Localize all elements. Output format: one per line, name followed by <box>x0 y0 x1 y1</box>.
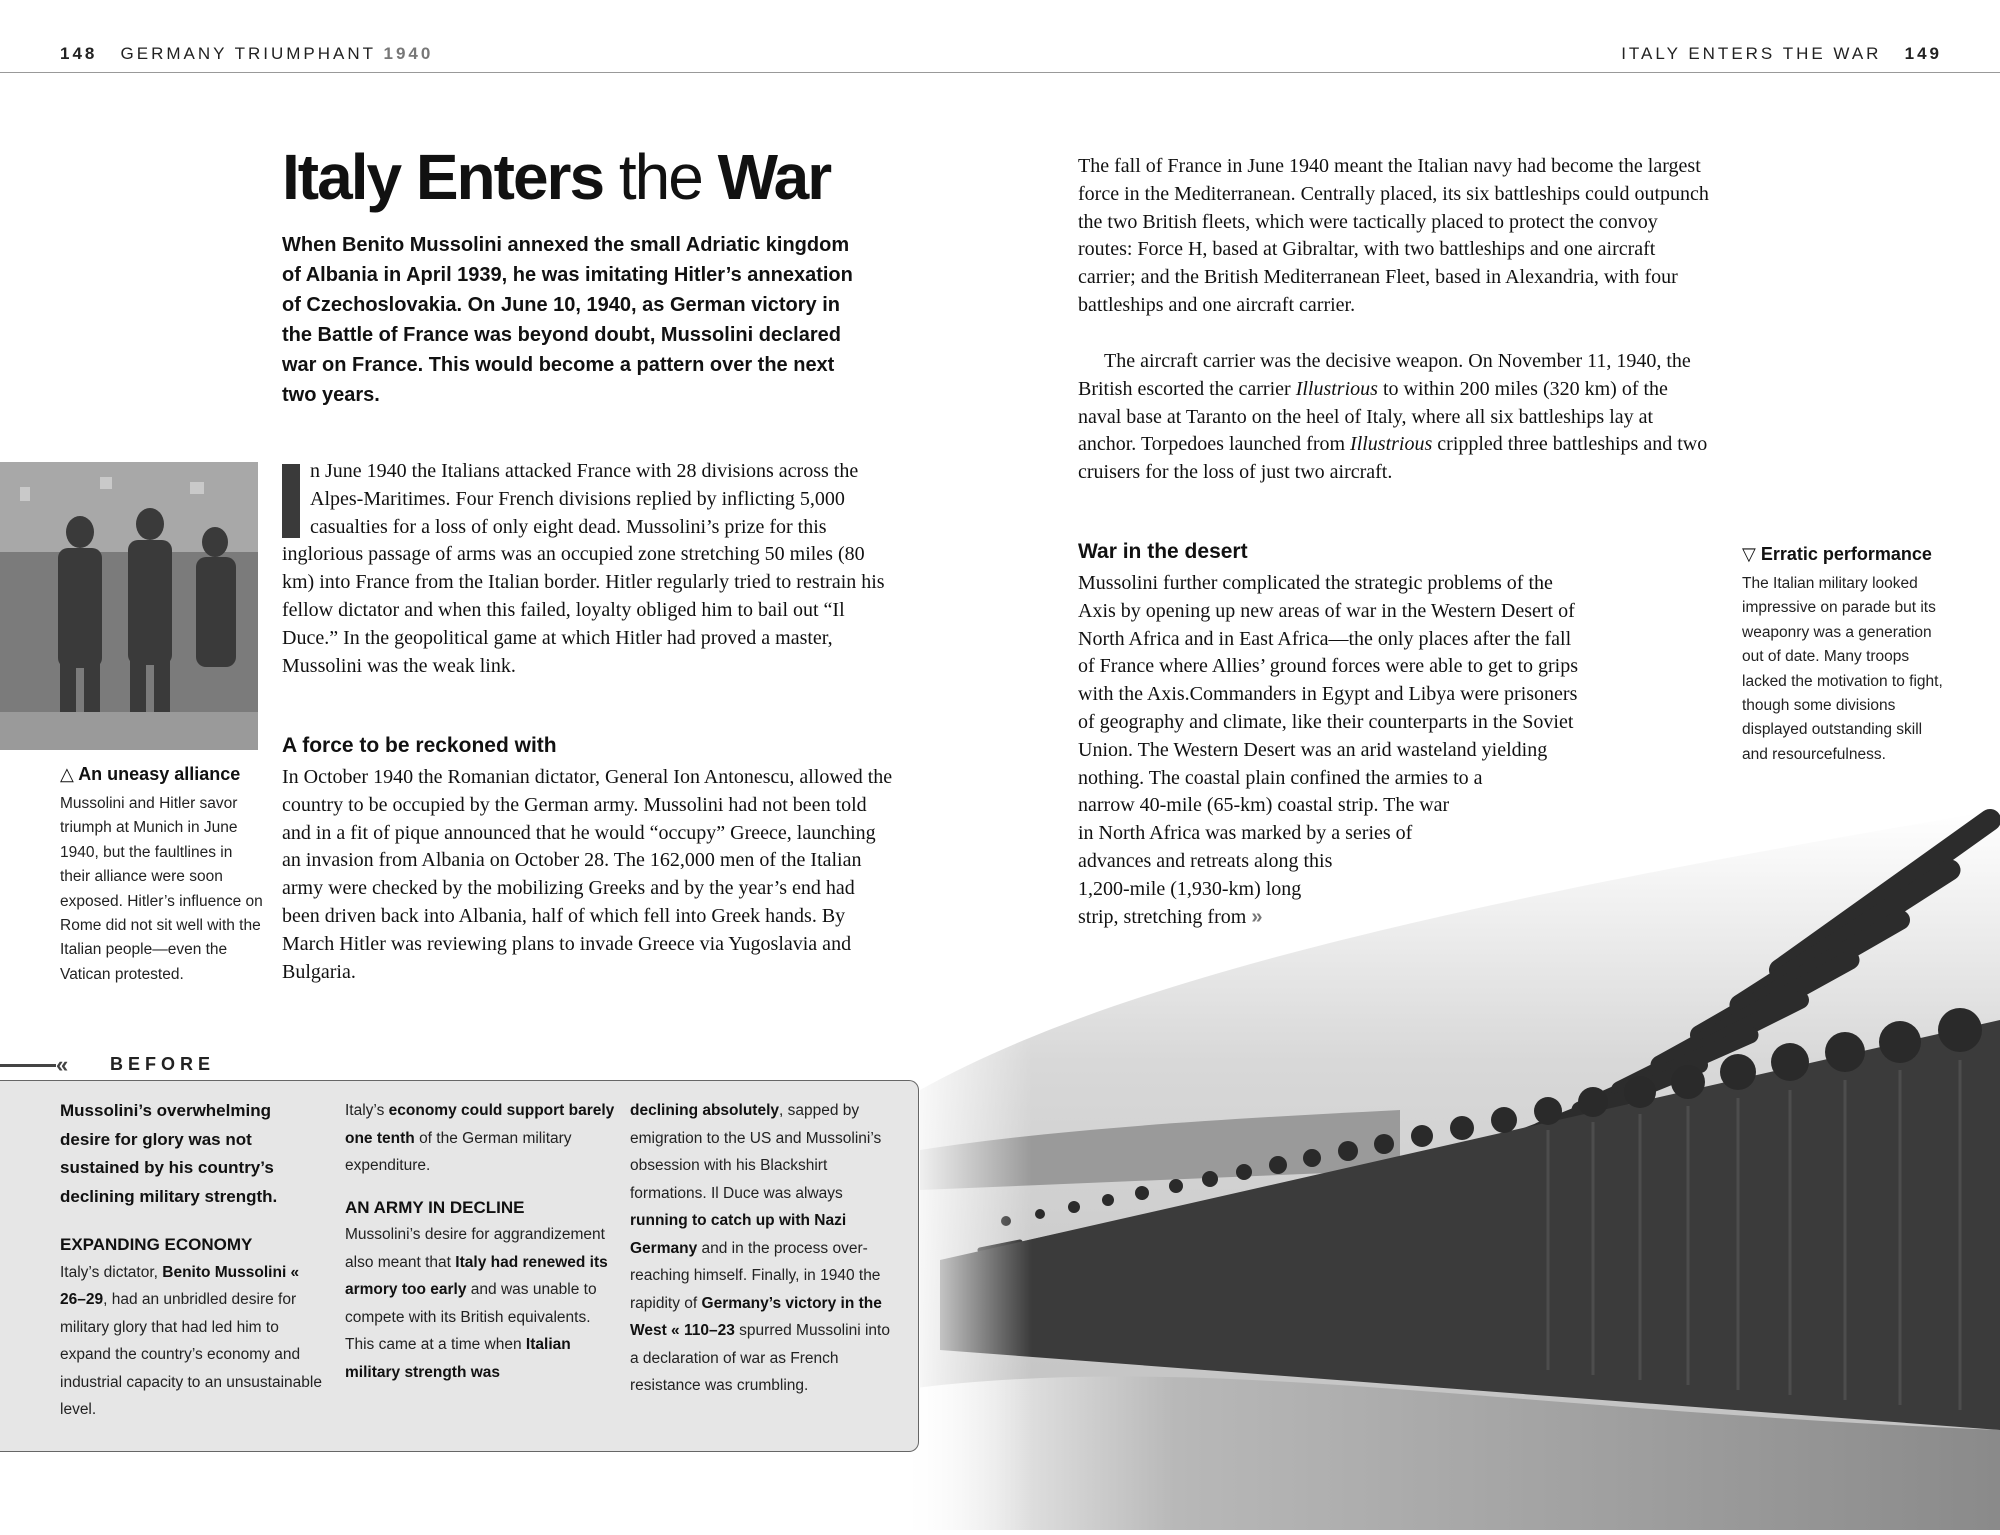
before-text: Italy’s dictator, <box>60 1263 158 1281</box>
para4-b: to within 200 miles (320 km) of the naval base at Taranto on the heel of Italy, where all six battleships lay at anchor. Torpedoes launched from <box>1078 377 1668 456</box>
header-rule <box>0 72 2000 73</box>
para5-line: with the Axis.Commanders in Egypt and Libya were prisoners <box>1078 683 1578 706</box>
before-heading-army: AN ARMY IN DECLINE <box>345 1197 525 1217</box>
before-bar <box>0 1064 56 1067</box>
para5-line: Union. The Western Desert was an arid wasteland yielding <box>1078 738 1548 761</box>
right-section-title: ITALY ENTERS THE WAR <box>1621 44 1882 63</box>
left-caption-text: Mussolini and Hitler savor triumph at Munich in June 1940, but the faultlines in their alliance were soon exposed. Hitler’s influence on Rome did not sit well with the Italian people—even the Vatican protested. <box>60 795 263 983</box>
article-para3: The fall of France in June 1940 meant the Italian navy had become the largest force in the Mediterranean. Centrally placed, its six battleships could outpunch the two British fleets, which were tactically placed to protect the convoy routes: Force H, based at Gibraltar, with two battleships and one aircraft carrier; and the British Mediterranean Fleet, based in Alexandria, with four battleships and one aircraft carrier. <box>1078 155 1709 316</box>
left-page-header <box>60 44 433 64</box>
before-column-1 <box>60 1097 322 1424</box>
before-bold: Italy had renewed its armory too early <box>345 1253 608 1298</box>
left-caption-title <box>60 764 240 785</box>
italian-army-parade-photo <box>900 790 2000 1530</box>
before-bold: Germany’s victory in the West « 110–23 <box>630 1294 882 1339</box>
before-text: Mussolini’s desire for aggrandizement also meant that <box>345 1226 605 1271</box>
para5-line: of geography and climate, like their counterparts in the Soviet <box>1078 710 1574 733</box>
before-text: , had an unbridled desire for military glory that had led him to expand the country’s economy and industrial capacity to an unsustainable level. <box>60 1291 322 1418</box>
right-caption-text: The Italian military looked impressive on parade but its weaponry was a generation out of date. Many troops lacked the motivation to fight, though some divisions displayed outstanding skill and resourcefulness. <box>1742 575 1943 763</box>
before-label-text: BEFORE <box>110 1054 216 1074</box>
before-text: , sapped by emigration to the US and Mussolini’s obsession with his Blackshirt formations. Il Duce was always <box>630 1102 882 1202</box>
before-heading-economy: EXPANDING ECONOMY <box>60 1235 253 1254</box>
title-part2: the <box>618 141 702 213</box>
before-bold: Benito Mussolini « 26–29 <box>60 1263 300 1308</box>
left-page-number: 148 <box>60 44 98 63</box>
right-page-header <box>1621 44 1942 64</box>
article-para1 <box>282 458 894 680</box>
right-caption-heading: Erratic performance <box>1760 544 1932 564</box>
right-page-number: 149 <box>1904 44 1942 63</box>
article-para2: In October 1940 the Romanian dictator, General Ion Antonescu, allowed the country to be occupied by the German army. Mussolini had not been told and in a fit of pique announced that he would “occupy” Greece, launching an invasion from Albania on October 28. The 162,000 men of the Italian army were checked by the mobilizing Greeks and by the year’s end had been driven back into Albania, half of which fell into Greek hands. By March Hitler was reviewing plans to invade Greece via Yugoslavia and Bulgaria. <box>282 766 893 983</box>
para4-a: The aircraft carrier was the decisive weapon. On November 11, 1940, the British escorted the carrier <box>1078 350 1691 400</box>
para4-ship1: Illustrious <box>1295 377 1378 400</box>
before-text: and in the process over-reaching himself. Finally, in 1940 the rapidity of <box>630 1239 881 1312</box>
right-caption-title <box>1742 544 1932 565</box>
left-caption-heading: An uneasy alliance <box>78 764 241 784</box>
article-para4 <box>1078 348 1710 487</box>
title-part1: Italy Enters <box>282 141 604 213</box>
para1-text: n June 1940 the Italians attacked France with 28 divisions across the Alpes-Maritimes. Four French divisions replied by inflicting 5,000 casualties for a loss of only eight dead. Mussolini’s prize for this inglorious passage of arms was an occupied zone stretching 50 miles (80 km) into France from the Italian border. Hitler regularly tried to restrain his fellow dictator and when this failed, loyalty obliged him to bail out “Il Duce.” In the geopolitical game at which Hitler had proved a master, Mussolini was the weak link. <box>282 460 885 677</box>
before-bold: running to catch up with Nazi Germany <box>630 1212 847 1257</box>
before-lead: Mussolini’s overwhelming desire for glory was not sustained by his country’s declining military strength. <box>60 1101 278 1206</box>
before-bold: economy could support barely one tenth <box>345 1102 615 1147</box>
before-section-label <box>0 1053 250 1077</box>
para5-line: Mussolini further complicated the strategic problems of the <box>1078 572 1553 594</box>
dropcap-I <box>282 464 300 538</box>
left-section-year: 1940 <box>383 44 434 63</box>
before-bold: Italian military strength was <box>345 1336 571 1381</box>
triangle-up-icon: △ <box>60 764 74 784</box>
para5-line: North Africa and in East Africa—the only places after the fall <box>1078 627 1572 650</box>
before-bold: declining absolutely <box>630 1102 779 1119</box>
subhead-desert: War in the desert <box>1078 540 1248 563</box>
title-part3: War <box>717 141 831 213</box>
para5-line: nothing. The coastal plain confined the armies to a <box>1078 766 1483 789</box>
left-section-title: GERMANY TRIUMPHANT <box>120 44 376 63</box>
before-text: spurred Mussolini into a declaration of war as French resistance was crumbling. <box>630 1322 890 1394</box>
para4-ship2: Illustrious <box>1350 433 1433 456</box>
mussolini-hitler-photo <box>0 462 258 750</box>
article-title <box>282 140 830 214</box>
article-intro: When Benito Mussolini annexed the small Adriatic kingdom of Albania in April 1939, he was imitating Hitler’s annexation of Czechoslovakia. On June 10, 1940, as German victory in the Battle of France was beyond doubt, Mussolini declared war on France. This would become a pattern over the next two years. <box>282 234 853 406</box>
subhead-force: A force to be reckoned with <box>282 734 557 757</box>
chevron-left-double-icon: « <box>56 1052 69 1077</box>
before-text: of the German military expenditure. <box>345 1129 572 1174</box>
para5-line: of France where Allies’ ground forces were able to get to grips <box>1078 655 1579 678</box>
triangle-down-icon: ▽ <box>1742 544 1756 564</box>
para5-line: Axis by opening up new areas of war in the Western Desert of <box>1078 599 1575 622</box>
before-column-3 <box>630 1097 902 1400</box>
before-text: Italy’s <box>345 1102 385 1119</box>
para4-c: crippled three battleships and two cruisers for the loss of just two aircraft. <box>1078 433 1708 484</box>
before-column-2 <box>345 1097 615 1386</box>
before-text: and was unable to compete with its British equivalents. This came at a time when <box>345 1281 597 1353</box>
